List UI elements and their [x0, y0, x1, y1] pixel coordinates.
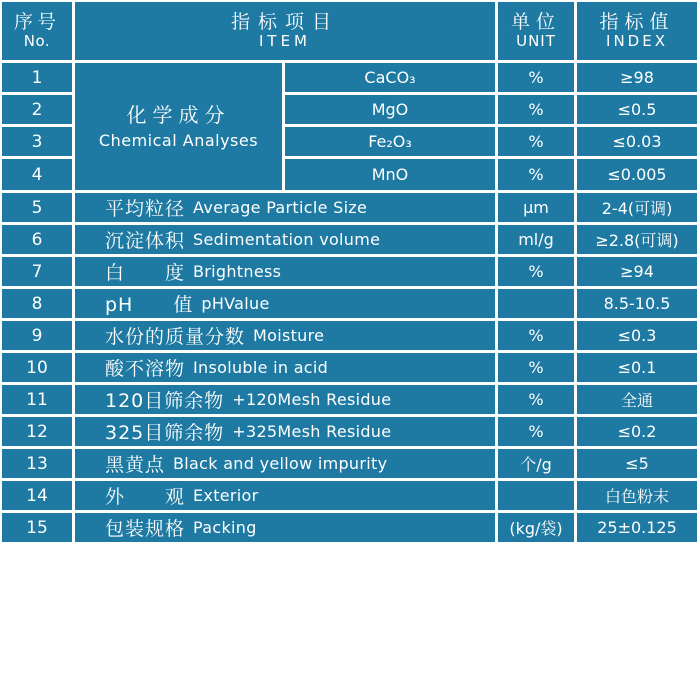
header-index-zh: 指标值 [599, 11, 675, 33]
item-cell [75, 321, 495, 350]
row-unit: % [498, 321, 574, 350]
header-item [75, 2, 495, 60]
item-en: Insoluble in acid [193, 358, 329, 377]
row-value: ≤5 [577, 449, 697, 478]
item-zh: 白 度 [105, 262, 186, 284]
component-name: MnO [285, 159, 495, 190]
row-value: ≥94 [577, 257, 697, 286]
component-name: Fe₂O₃ [285, 127, 495, 156]
row-unit: % [498, 385, 574, 414]
row-no: 10 [2, 353, 72, 382]
row-no: 6 [2, 225, 72, 254]
row-no: 7 [2, 257, 72, 286]
row-no: 8 [2, 289, 72, 318]
row-no: 13 [2, 449, 72, 478]
header-item-zh: 指标项目 [230, 11, 339, 33]
row-no: 2 [2, 95, 72, 124]
item-cell [75, 353, 495, 382]
row-value: ≤0.005 [577, 159, 697, 190]
item-zh: 120目筛余物 [105, 390, 225, 412]
row-unit: μm [498, 193, 574, 222]
chemical-group-zh: 化学成分 [126, 102, 231, 127]
row-no: 14 [2, 481, 72, 510]
item-en: Packing [193, 518, 257, 537]
row-unit: ml/g [498, 225, 574, 254]
header-item-en: ITEM [258, 32, 311, 50]
header-unit [498, 2, 574, 60]
item-cell [75, 225, 495, 254]
row-value: 25±0.125 [577, 513, 697, 542]
row-value: 白色粉末 [577, 481, 697, 510]
row-unit: % [498, 417, 574, 446]
row-value: ≥98 [577, 63, 697, 92]
row-value: ≤0.03 [577, 127, 697, 156]
row-unit: % [498, 63, 574, 92]
item-zh: pH 值 [105, 294, 194, 316]
header-no-zh: 序号 [13, 11, 60, 33]
row-value: ≤0.5 [577, 95, 697, 124]
row-no: 3 [2, 127, 72, 156]
item-cell [75, 385, 495, 414]
row-no: 5 [2, 193, 72, 222]
header-no [2, 2, 72, 60]
item-en: +120Mesh Residue [232, 390, 392, 409]
row-unit [498, 289, 574, 318]
item-cell [75, 449, 495, 478]
row-value: 全通 [577, 385, 697, 414]
row-no: 4 [2, 159, 72, 190]
row-value: ≥2.8(可调) [577, 225, 697, 254]
item-zh: 平均粒径 [105, 198, 186, 220]
item-en: pHValue [201, 294, 270, 313]
item-en: Sedimentation volume [193, 230, 381, 249]
item-en: Brightness [193, 262, 282, 281]
row-value: ≤0.3 [577, 321, 697, 350]
row-no: 11 [2, 385, 72, 414]
item-cell [75, 289, 495, 318]
item-cell [75, 481, 495, 510]
row-value: 2-4(可调) [577, 193, 697, 222]
row-no: 1 [2, 63, 72, 92]
item-zh: 酸不溶物 [105, 358, 186, 380]
item-cell [75, 257, 495, 286]
row-unit: (kg/袋) [498, 513, 574, 542]
item-cell [75, 513, 495, 542]
item-en: Average Particle Size [193, 198, 368, 217]
header-unit-zh: 单位 [510, 11, 561, 33]
row-value: ≤0.1 [577, 353, 697, 382]
item-cell [75, 417, 495, 446]
item-en: Exterior [193, 486, 259, 505]
item-zh: 黑黄点 [105, 454, 166, 476]
row-unit: 个/g [498, 449, 574, 478]
row-value: ≤0.2 [577, 417, 697, 446]
item-zh: 包装规格 [105, 518, 186, 540]
item-en: Black and yellow impurity [173, 454, 388, 473]
row-unit: % [498, 127, 574, 156]
row-no: 15 [2, 513, 72, 542]
header-no-en: No. [23, 32, 51, 50]
row-unit: % [498, 159, 574, 190]
item-cell [75, 193, 495, 222]
header-index-en: INDEX [606, 32, 668, 50]
item-zh: 水份的质量分数 [105, 326, 246, 348]
row-value: 8.5-10.5 [577, 289, 697, 318]
item-en: +325Mesh Residue [232, 422, 392, 441]
chemical-analyses-group [75, 63, 282, 190]
row-unit [498, 481, 574, 510]
row-unit: % [498, 95, 574, 124]
component-name: CaCO₃ [285, 63, 495, 92]
header-unit-en: UNIT [516, 32, 556, 50]
item-zh: 325目筛余物 [105, 422, 225, 444]
header-index [577, 2, 697, 60]
row-unit: % [498, 353, 574, 382]
item-en: Moisture [253, 326, 325, 345]
row-no: 12 [2, 417, 72, 446]
row-no: 9 [2, 321, 72, 350]
component-name: MgO [285, 95, 495, 124]
item-zh: 沉淀体积 [105, 230, 186, 252]
item-zh: 外 观 [105, 486, 186, 508]
chemical-group-en: Chemical Analyses [98, 130, 259, 150]
row-unit: % [498, 257, 574, 286]
